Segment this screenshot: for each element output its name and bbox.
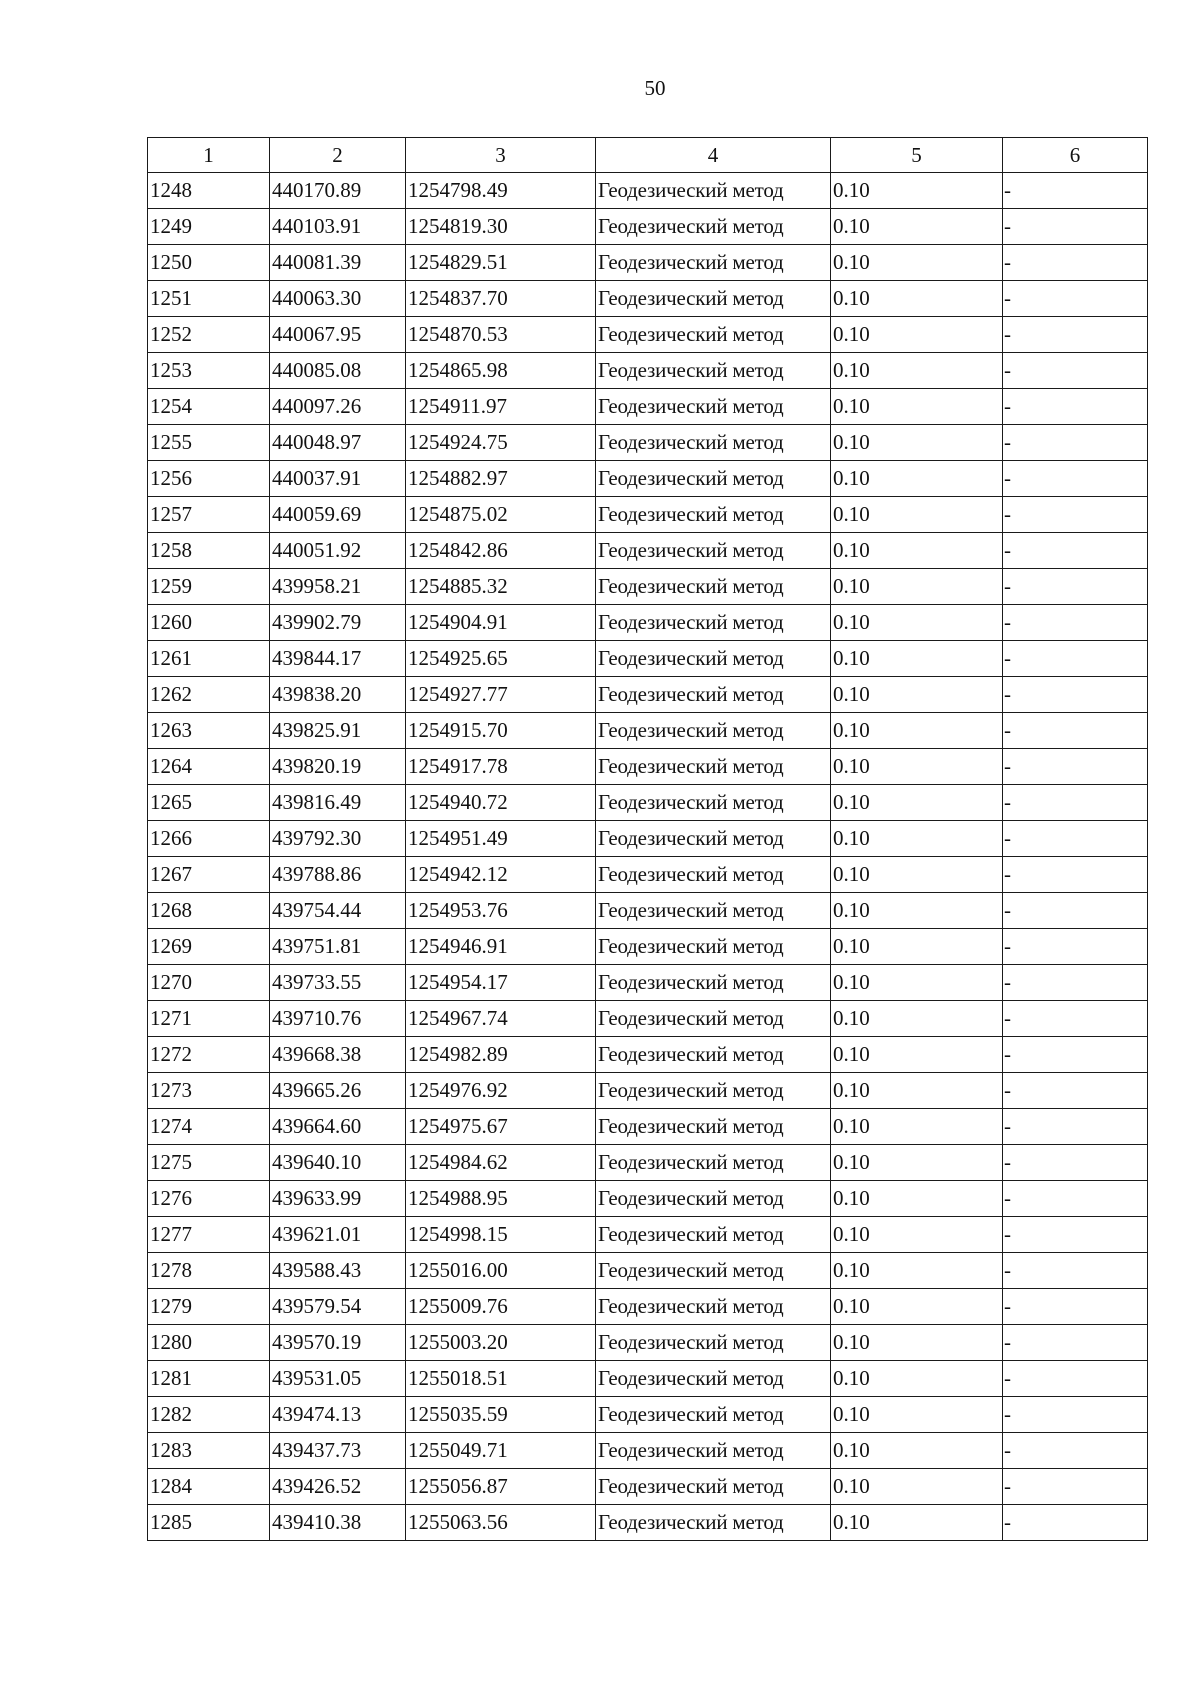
method-cell: Геодезический метод: [596, 1325, 831, 1361]
note-cell: -: [1003, 1217, 1148, 1253]
note-cell: -: [1003, 497, 1148, 533]
y-coordinate-cell: 1254829.51: [406, 245, 596, 281]
table-row: [148, 317, 1148, 353]
note-cell: -: [1003, 281, 1148, 317]
method-cell: Геодезический метод: [596, 1217, 831, 1253]
note-cell: -: [1003, 1289, 1148, 1325]
y-coordinate-cell: 1255009.76: [406, 1289, 596, 1325]
y-coordinate-cell: 1254917.78: [406, 749, 596, 785]
method-cell: Геодезический метод: [596, 929, 831, 965]
point-number-cell: 1274: [148, 1109, 270, 1145]
x-coordinate-cell: 439531.05: [270, 1361, 406, 1397]
point-number-cell: 1263: [148, 713, 270, 749]
header-col-4: 4: [596, 138, 831, 173]
method-cell: Геодезический метод: [596, 893, 831, 929]
x-coordinate-cell: 439816.49: [270, 785, 406, 821]
y-coordinate-cell: 1254946.91: [406, 929, 596, 965]
x-coordinate-cell: 439820.19: [270, 749, 406, 785]
note-cell: -: [1003, 173, 1148, 209]
table-row: [148, 389, 1148, 425]
method-cell: Геодезический метод: [596, 1181, 831, 1217]
note-cell: -: [1003, 353, 1148, 389]
accuracy-cell: 0.10: [831, 1505, 1003, 1541]
note-cell: -: [1003, 713, 1148, 749]
y-coordinate-cell: 1255063.56: [406, 1505, 596, 1541]
note-cell: -: [1003, 965, 1148, 1001]
y-coordinate-cell: 1254882.97: [406, 461, 596, 497]
point-number-cell: 1267: [148, 857, 270, 893]
y-coordinate-cell: 1255049.71: [406, 1433, 596, 1469]
point-number-cell: 1262: [148, 677, 270, 713]
accuracy-cell: 0.10: [831, 965, 1003, 1001]
x-coordinate-cell: 439733.55: [270, 965, 406, 1001]
point-number-cell: 1259: [148, 569, 270, 605]
method-cell: Геодезический метод: [596, 1397, 831, 1433]
accuracy-cell: 0.10: [831, 1181, 1003, 1217]
y-coordinate-cell: 1254915.70: [406, 713, 596, 749]
note-cell: -: [1003, 1181, 1148, 1217]
accuracy-cell: 0.10: [831, 1289, 1003, 1325]
point-number-cell: 1260: [148, 605, 270, 641]
point-number-cell: 1275: [148, 1145, 270, 1181]
y-coordinate-cell: 1254904.91: [406, 605, 596, 641]
point-number-cell: 1265: [148, 785, 270, 821]
table-body: [148, 173, 1148, 1541]
x-coordinate-cell: 439958.21: [270, 569, 406, 605]
y-coordinate-cell: 1255035.59: [406, 1397, 596, 1433]
method-cell: Геодезический метод: [596, 1469, 831, 1505]
x-coordinate-cell: 439668.38: [270, 1037, 406, 1073]
x-coordinate-cell: 440067.95: [270, 317, 406, 353]
y-coordinate-cell: 1254798.49: [406, 173, 596, 209]
y-coordinate-cell: 1254870.53: [406, 317, 596, 353]
accuracy-cell: 0.10: [831, 1253, 1003, 1289]
y-coordinate-cell: 1255016.00: [406, 1253, 596, 1289]
table-row: [148, 605, 1148, 641]
method-cell: Геодезический метод: [596, 1433, 831, 1469]
point-number-cell: 1253: [148, 353, 270, 389]
x-coordinate-cell: 439621.01: [270, 1217, 406, 1253]
table-row: [148, 965, 1148, 1001]
coordinates-table: [147, 137, 1148, 1541]
table-row: [148, 1361, 1148, 1397]
table-row: [148, 1325, 1148, 1361]
note-cell: -: [1003, 749, 1148, 785]
method-cell: Геодезический метод: [596, 965, 831, 1001]
point-number-cell: 1252: [148, 317, 270, 353]
x-coordinate-cell: 439474.13: [270, 1397, 406, 1433]
x-coordinate-cell: 439754.44: [270, 893, 406, 929]
accuracy-cell: 0.10: [831, 425, 1003, 461]
point-number-cell: 1282: [148, 1397, 270, 1433]
x-coordinate-cell: 440059.69: [270, 497, 406, 533]
method-cell: Геодезический метод: [596, 1361, 831, 1397]
x-coordinate-cell: 440048.97: [270, 425, 406, 461]
method-cell: Геодезический метод: [596, 1145, 831, 1181]
x-coordinate-cell: 439437.73: [270, 1433, 406, 1469]
x-coordinate-cell: 439664.60: [270, 1109, 406, 1145]
accuracy-cell: 0.10: [831, 569, 1003, 605]
table-row: [148, 353, 1148, 389]
x-coordinate-cell: 440103.91: [270, 209, 406, 245]
note-cell: -: [1003, 893, 1148, 929]
y-coordinate-cell: 1254837.70: [406, 281, 596, 317]
note-cell: -: [1003, 1073, 1148, 1109]
point-number-cell: 1264: [148, 749, 270, 785]
x-coordinate-cell: 439426.52: [270, 1469, 406, 1505]
point-number-cell: 1269: [148, 929, 270, 965]
x-coordinate-cell: 440081.39: [270, 245, 406, 281]
point-number-cell: 1277: [148, 1217, 270, 1253]
table-row: [148, 929, 1148, 965]
accuracy-cell: 0.10: [831, 1217, 1003, 1253]
note-cell: -: [1003, 461, 1148, 497]
method-cell: Геодезический метод: [596, 857, 831, 893]
point-number-cell: 1271: [148, 1001, 270, 1037]
table-row: [148, 461, 1148, 497]
x-coordinate-cell: 440063.30: [270, 281, 406, 317]
x-coordinate-cell: 440037.91: [270, 461, 406, 497]
point-number-cell: 1284: [148, 1469, 270, 1505]
method-cell: Геодезический метод: [596, 605, 831, 641]
point-number-cell: 1283: [148, 1433, 270, 1469]
accuracy-cell: 0.10: [831, 461, 1003, 497]
header-col-5: 5: [831, 138, 1003, 173]
note-cell: -: [1003, 929, 1148, 965]
point-number-cell: 1278: [148, 1253, 270, 1289]
y-coordinate-cell: 1254875.02: [406, 497, 596, 533]
accuracy-cell: 0.10: [831, 1037, 1003, 1073]
note-cell: -: [1003, 389, 1148, 425]
note-cell: -: [1003, 821, 1148, 857]
note-cell: -: [1003, 1469, 1148, 1505]
point-number-cell: 1272: [148, 1037, 270, 1073]
y-coordinate-cell: 1254842.86: [406, 533, 596, 569]
x-coordinate-cell: 439710.76: [270, 1001, 406, 1037]
accuracy-cell: 0.10: [831, 641, 1003, 677]
table-row: [148, 1217, 1148, 1253]
table-row: [148, 569, 1148, 605]
x-coordinate-cell: 439902.79: [270, 605, 406, 641]
table-row: [148, 1181, 1148, 1217]
accuracy-cell: 0.10: [831, 1325, 1003, 1361]
method-cell: Геодезический метод: [596, 353, 831, 389]
accuracy-cell: 0.10: [831, 605, 1003, 641]
accuracy-cell: 0.10: [831, 1001, 1003, 1037]
accuracy-cell: 0.10: [831, 893, 1003, 929]
y-coordinate-cell: 1254953.76: [406, 893, 596, 929]
y-coordinate-cell: 1254819.30: [406, 209, 596, 245]
x-coordinate-cell: 440085.08: [270, 353, 406, 389]
method-cell: Геодезический метод: [596, 1037, 831, 1073]
point-number-cell: 1248: [148, 173, 270, 209]
table-row: [148, 1073, 1148, 1109]
table-row: [148, 533, 1148, 569]
table-row: [148, 893, 1148, 929]
table-row: [148, 245, 1148, 281]
x-coordinate-cell: 439579.54: [270, 1289, 406, 1325]
point-number-cell: 1255: [148, 425, 270, 461]
x-coordinate-cell: 440097.26: [270, 389, 406, 425]
accuracy-cell: 0.10: [831, 1109, 1003, 1145]
note-cell: -: [1003, 641, 1148, 677]
method-cell: Геодезический метод: [596, 821, 831, 857]
point-number-cell: 1285: [148, 1505, 270, 1541]
note-cell: -: [1003, 677, 1148, 713]
accuracy-cell: 0.10: [831, 533, 1003, 569]
accuracy-cell: 0.10: [831, 353, 1003, 389]
note-cell: -: [1003, 1253, 1148, 1289]
table-row: [148, 1037, 1148, 1073]
note-cell: -: [1003, 785, 1148, 821]
x-coordinate-cell: 439844.17: [270, 641, 406, 677]
note-cell: -: [1003, 317, 1148, 353]
method-cell: Геодезический метод: [596, 173, 831, 209]
note-cell: -: [1003, 605, 1148, 641]
note-cell: -: [1003, 1037, 1148, 1073]
method-cell: Геодезический метод: [596, 749, 831, 785]
x-coordinate-cell: 439825.91: [270, 713, 406, 749]
point-number-cell: 1281: [148, 1361, 270, 1397]
accuracy-cell: 0.10: [831, 1073, 1003, 1109]
point-number-cell: 1251: [148, 281, 270, 317]
y-coordinate-cell: 1255018.51: [406, 1361, 596, 1397]
note-cell: -: [1003, 1397, 1148, 1433]
table-row: [148, 1397, 1148, 1433]
accuracy-cell: 0.10: [831, 1145, 1003, 1181]
accuracy-cell: 0.10: [831, 1361, 1003, 1397]
point-number-cell: 1254: [148, 389, 270, 425]
note-cell: -: [1003, 1361, 1148, 1397]
x-coordinate-cell: 439665.26: [270, 1073, 406, 1109]
table-row: [148, 209, 1148, 245]
method-cell: Геодезический метод: [596, 317, 831, 353]
y-coordinate-cell: 1254988.95: [406, 1181, 596, 1217]
method-cell: Геодезический метод: [596, 1505, 831, 1541]
y-coordinate-cell: 1254940.72: [406, 785, 596, 821]
table-row: [148, 425, 1148, 461]
method-cell: Геодезический метод: [596, 209, 831, 245]
point-number-cell: 1270: [148, 965, 270, 1001]
method-cell: Геодезический метод: [596, 1289, 831, 1325]
y-coordinate-cell: 1254911.97: [406, 389, 596, 425]
x-coordinate-cell: 439570.19: [270, 1325, 406, 1361]
x-coordinate-cell: 439788.86: [270, 857, 406, 893]
table-row: [148, 281, 1148, 317]
y-coordinate-cell: 1254998.15: [406, 1217, 596, 1253]
x-coordinate-cell: 440170.89: [270, 173, 406, 209]
table-row: [148, 1145, 1148, 1181]
x-coordinate-cell: 440051.92: [270, 533, 406, 569]
table-row: [148, 677, 1148, 713]
table-row: [148, 1109, 1148, 1145]
accuracy-cell: 0.10: [831, 857, 1003, 893]
table-row: [148, 173, 1148, 209]
accuracy-cell: 0.10: [831, 317, 1003, 353]
table-row: [148, 713, 1148, 749]
note-cell: -: [1003, 1109, 1148, 1145]
accuracy-cell: 0.10: [831, 281, 1003, 317]
note-cell: -: [1003, 1325, 1148, 1361]
table-row: [148, 857, 1148, 893]
point-number-cell: 1280: [148, 1325, 270, 1361]
table-row: [148, 1433, 1148, 1469]
method-cell: Геодезический метод: [596, 281, 831, 317]
accuracy-cell: 0.10: [831, 929, 1003, 965]
y-coordinate-cell: 1254927.77: [406, 677, 596, 713]
method-cell: Геодезический метод: [596, 533, 831, 569]
note-cell: -: [1003, 1433, 1148, 1469]
table-row: [148, 1001, 1148, 1037]
accuracy-cell: 0.10: [831, 677, 1003, 713]
y-coordinate-cell: 1254925.65: [406, 641, 596, 677]
y-coordinate-cell: 1254865.98: [406, 353, 596, 389]
method-cell: Геодезический метод: [596, 1073, 831, 1109]
y-coordinate-cell: 1254951.49: [406, 821, 596, 857]
point-number-cell: 1257: [148, 497, 270, 533]
y-coordinate-cell: 1254954.17: [406, 965, 596, 1001]
accuracy-cell: 0.10: [831, 1433, 1003, 1469]
table-header-row: [148, 138, 1148, 173]
accuracy-cell: 0.10: [831, 389, 1003, 425]
point-number-cell: 1256: [148, 461, 270, 497]
point-number-cell: 1279: [148, 1289, 270, 1325]
y-coordinate-cell: 1255003.20: [406, 1325, 596, 1361]
point-number-cell: 1268: [148, 893, 270, 929]
x-coordinate-cell: 439410.38: [270, 1505, 406, 1541]
accuracy-cell: 0.10: [831, 497, 1003, 533]
accuracy-cell: 0.10: [831, 713, 1003, 749]
x-coordinate-cell: 439640.10: [270, 1145, 406, 1181]
point-number-cell: 1249: [148, 209, 270, 245]
accuracy-cell: 0.10: [831, 821, 1003, 857]
accuracy-cell: 0.10: [831, 1469, 1003, 1505]
x-coordinate-cell: 439751.81: [270, 929, 406, 965]
method-cell: Геодезический метод: [596, 569, 831, 605]
note-cell: -: [1003, 1505, 1148, 1541]
x-coordinate-cell: 439792.30: [270, 821, 406, 857]
y-coordinate-cell: 1255056.87: [406, 1469, 596, 1505]
note-cell: -: [1003, 857, 1148, 893]
method-cell: Геодезический метод: [596, 785, 831, 821]
accuracy-cell: 0.10: [831, 785, 1003, 821]
table-row: [148, 641, 1148, 677]
note-cell: -: [1003, 425, 1148, 461]
method-cell: Геодезический метод: [596, 1253, 831, 1289]
table-row: [148, 1505, 1148, 1541]
table-row: [148, 785, 1148, 821]
page-number: 50: [644, 76, 666, 100]
x-coordinate-cell: 439838.20: [270, 677, 406, 713]
table-row: [148, 1289, 1148, 1325]
header-col-2: 2: [270, 138, 406, 173]
header-col-6: 6: [1003, 138, 1148, 173]
note-cell: -: [1003, 533, 1148, 569]
note-cell: -: [1003, 209, 1148, 245]
point-number-cell: 1261: [148, 641, 270, 677]
point-number-cell: 1266: [148, 821, 270, 857]
table-row: [148, 497, 1148, 533]
accuracy-cell: 0.10: [831, 749, 1003, 785]
y-coordinate-cell: 1254885.32: [406, 569, 596, 605]
note-cell: -: [1003, 245, 1148, 281]
method-cell: Геодезический метод: [596, 245, 831, 281]
method-cell: Геодезический метод: [596, 641, 831, 677]
table-row: [148, 821, 1148, 857]
header-col-3: 3: [406, 138, 596, 173]
table-row: [148, 1469, 1148, 1505]
method-cell: Геодезический метод: [596, 677, 831, 713]
accuracy-cell: 0.10: [831, 245, 1003, 281]
method-cell: Геодезический метод: [596, 461, 831, 497]
method-cell: Геодезический метод: [596, 1109, 831, 1145]
note-cell: -: [1003, 569, 1148, 605]
point-number-cell: 1276: [148, 1181, 270, 1217]
note-cell: -: [1003, 1145, 1148, 1181]
y-coordinate-cell: 1254924.75: [406, 425, 596, 461]
x-coordinate-cell: 439633.99: [270, 1181, 406, 1217]
point-number-cell: 1258: [148, 533, 270, 569]
table-row: [148, 1253, 1148, 1289]
method-cell: Геодезический метод: [596, 497, 831, 533]
x-coordinate-cell: 439588.43: [270, 1253, 406, 1289]
method-cell: Геодезический метод: [596, 713, 831, 749]
method-cell: Геодезический метод: [596, 425, 831, 461]
y-coordinate-cell: 1254975.67: [406, 1109, 596, 1145]
point-number-cell: 1250: [148, 245, 270, 281]
y-coordinate-cell: 1254976.92: [406, 1073, 596, 1109]
accuracy-cell: 0.10: [831, 1397, 1003, 1433]
method-cell: Геодезический метод: [596, 389, 831, 425]
note-cell: -: [1003, 1001, 1148, 1037]
y-coordinate-cell: 1254984.62: [406, 1145, 596, 1181]
y-coordinate-cell: 1254942.12: [406, 857, 596, 893]
table-row: [148, 749, 1148, 785]
header-col-1: 1: [148, 138, 270, 173]
point-number-cell: 1273: [148, 1073, 270, 1109]
y-coordinate-cell: 1254967.74: [406, 1001, 596, 1037]
accuracy-cell: 0.10: [831, 209, 1003, 245]
y-coordinate-cell: 1254982.89: [406, 1037, 596, 1073]
accuracy-cell: 0.10: [831, 173, 1003, 209]
method-cell: Геодезический метод: [596, 1001, 831, 1037]
